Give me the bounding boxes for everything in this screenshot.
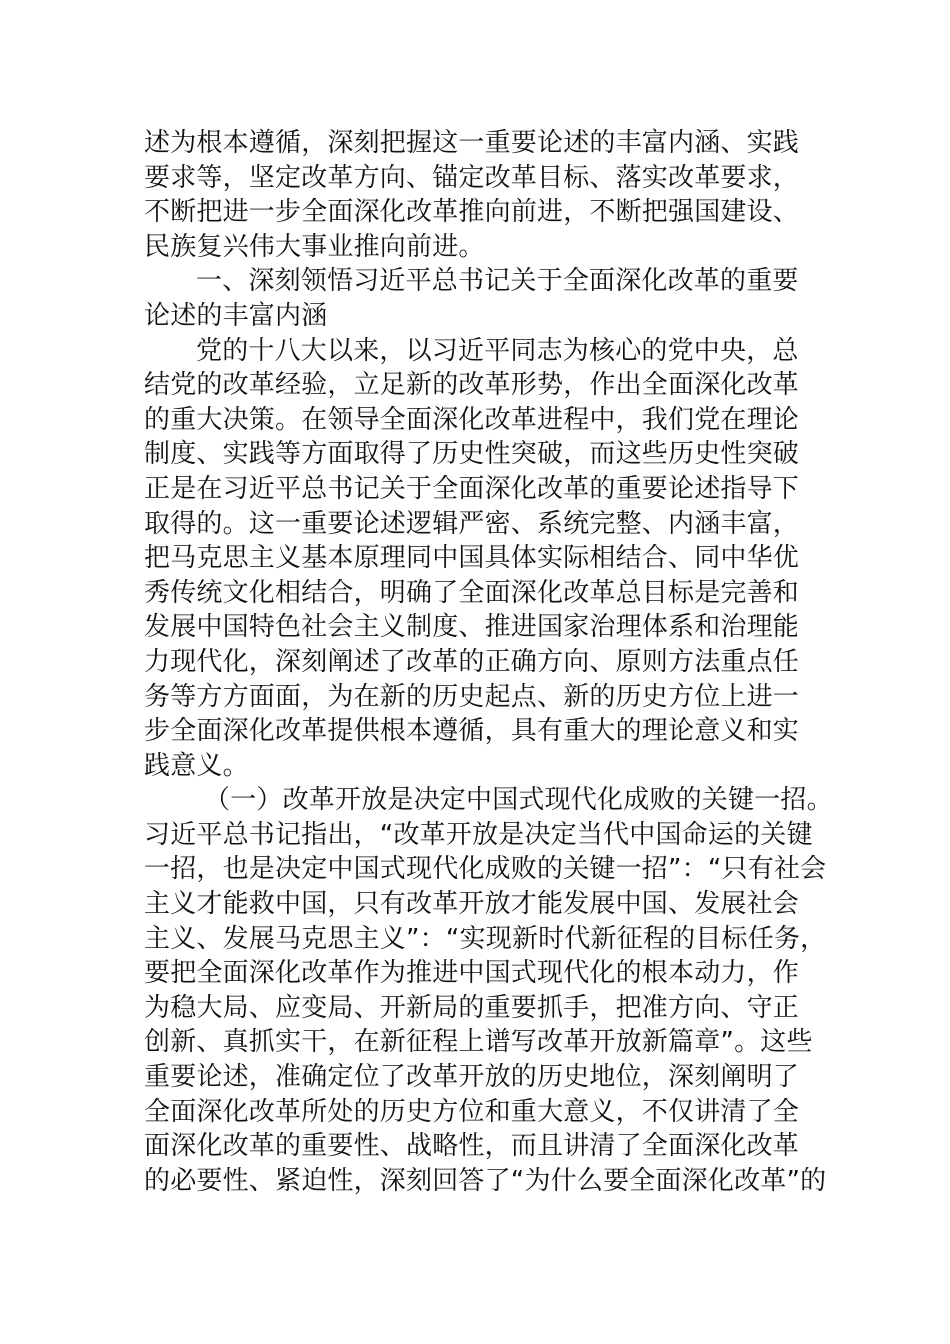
text-line: 取得的。这一重要论述逻辑严密、系统完整、内涵丰富， xyxy=(144,508,800,539)
text-line: 党的十八大以来，以习近平同志为核心的党中央，总 xyxy=(196,335,799,366)
text-line: 要求等，坚定改革方向、锚定改革目标、落实改革要求， xyxy=(144,162,800,193)
text-line: 全面深化改革所处的历史方位和重大意义，不仅讲清了全 xyxy=(144,1096,800,1127)
section-heading-cont: 论述的丰富内涵 xyxy=(144,300,328,331)
text-line: 民族复兴伟大事业推向前进。 xyxy=(144,231,485,262)
text-line: 面深化改革的重要性、战略性，而且讲清了全面深化改革 xyxy=(144,1131,800,1162)
text-line: 秀传统文化相结合，明确了全面深化改革总目标是完善和 xyxy=(144,577,800,608)
text-line: 力现代化，深刻阐述了改革的正确方向、原则方法重点任 xyxy=(144,646,800,677)
text-line: 正是在习近平总书记关于全面深化改革的重要论述指导下 xyxy=(144,473,800,504)
text-line: 的重大决策。在领导全面深化改革进程中，我们党在理论 xyxy=(144,404,800,435)
document-body xyxy=(144,126,833,1198)
text-line: 步全面深化改革提供根本遵循，具有重大的理论意义和实 xyxy=(144,716,800,747)
text-line: 不断把进一步全面深化改革推向前进，不断把强国建设、 xyxy=(144,197,800,228)
text-line: 发展中国特色社会主义制度、推进国家治理体系和治理能 xyxy=(144,612,800,643)
text-line: 为稳大局、应变局、开新局的重要抓手，把准方向、守正 xyxy=(144,992,800,1023)
section-heading: 一、深刻领悟习近平总书记关于全面深化改革的重要 xyxy=(196,266,799,297)
text-line: 主义才能救中国，只有改革开放才能发展中国、发展社会 xyxy=(144,889,800,920)
text-line: 述为根本遵循，深刻把握这一重要论述的丰富内涵、实践 xyxy=(144,128,800,158)
text-line: 把马克思主义基本原理同中国具体实际相结合、同中华优 xyxy=(144,543,800,574)
text-line: 习近平总书记指出，“改革开放是决定当代中国命运的关键 xyxy=(144,819,813,850)
text-line: 结党的改革经验，立足新的改革形势，作出全面深化改革 xyxy=(144,370,800,401)
text-line: 要把全面深化改革作为推进中国式现代化的根本动力，作 xyxy=(144,958,800,989)
text-line: 创新、真抓实干，在新征程上谱写改革开放新篇章”。这些 xyxy=(144,1027,813,1058)
text-line: 主义、发展马克思主义”：“实现新时代新征程的目标任务， xyxy=(144,923,827,954)
text-line: 一招，也是决定中国式现代化成败的关键一招”：“只有社会 xyxy=(144,854,827,885)
text-line: 的必要性、紧迫性，深刻回答了“为什么要全面深化改革”的 xyxy=(144,1165,827,1196)
subsection-heading: （一）改革开放是决定中国式现代化成败的关键一招。 xyxy=(204,785,833,816)
text-line: 重要论述，准确定位了改革开放的历史地位，深刻阐明了 xyxy=(144,1062,800,1093)
text-line: 务等方方面面，为在新的历史起点、新的历史方位上进一 xyxy=(144,681,800,712)
text-line: 践意义。 xyxy=(144,750,249,781)
text-line: 制度、实践等方面取得了历史性突破，而这些历史性突破 xyxy=(144,439,800,470)
